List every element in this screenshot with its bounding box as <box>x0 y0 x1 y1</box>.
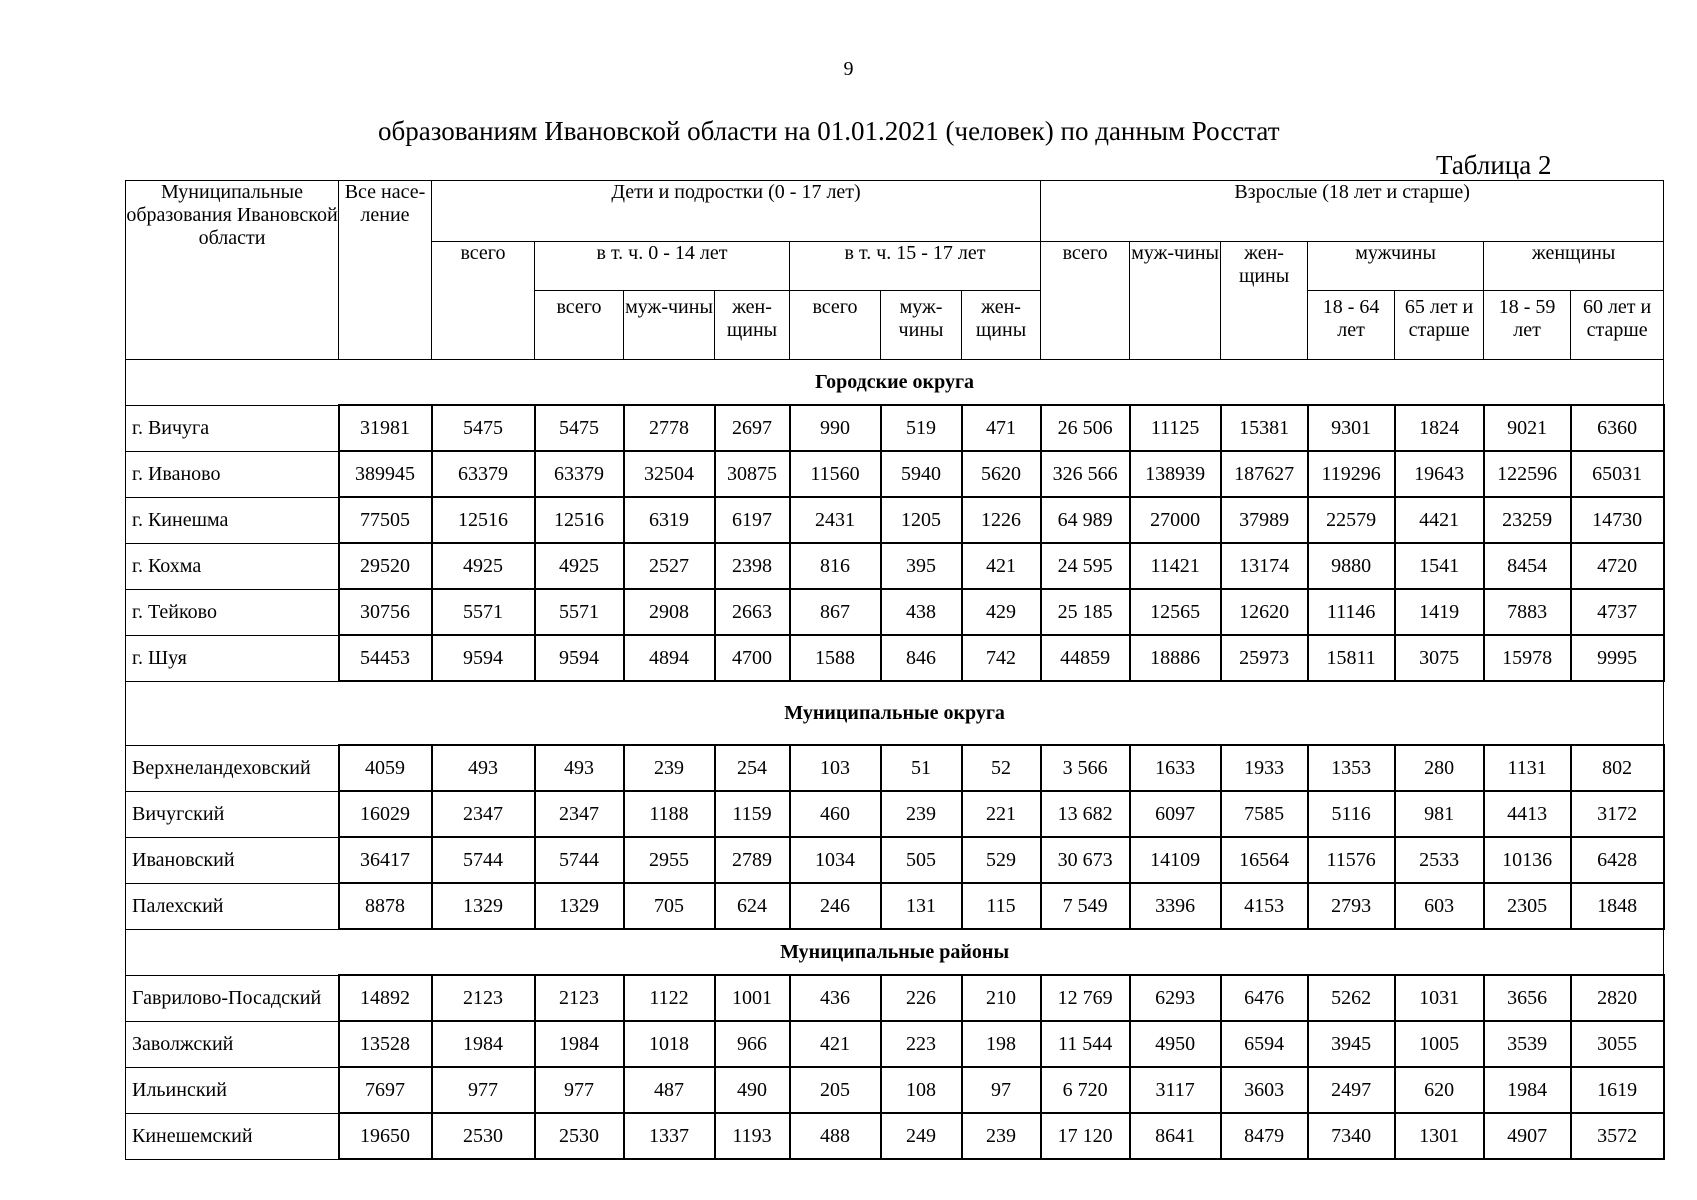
value-cell: 488 <box>790 1113 881 1159</box>
table-row <box>126 883 1664 929</box>
value-cell: 205 <box>790 1067 881 1113</box>
value-cell: 37989 <box>1221 497 1308 543</box>
value-cell: 1188 <box>624 791 715 837</box>
value-cell: 210 <box>962 975 1041 1021</box>
value-cell: 1193 <box>715 1113 790 1159</box>
header-men-65-plus: 65 лет и старше <box>1395 291 1484 360</box>
value-cell: 981 <box>1395 791 1484 837</box>
header-children-total: всего <box>432 242 535 360</box>
value-cell: 239 <box>624 745 715 791</box>
value-cell: 1329 <box>432 883 535 929</box>
value-cell: 16564 <box>1221 837 1308 883</box>
value-cell: 2347 <box>535 791 624 837</box>
value-cell: 2533 <box>1395 837 1484 883</box>
value-cell: 25 185 <box>1041 589 1130 635</box>
value-cell: 705 <box>624 883 715 929</box>
value-cell: 460 <box>790 791 881 837</box>
value-cell: 493 <box>432 745 535 791</box>
value-cell: 13528 <box>339 1021 432 1067</box>
section-header-row <box>126 681 1664 745</box>
document-title: образованиям Ивановской области на 01.01.2021 (человек) по данным Росстат <box>378 116 1280 146</box>
header-adults-women: жен-щины <box>1221 242 1308 360</box>
value-cell: 5744 <box>535 837 624 883</box>
value-cell: 2663 <box>715 589 790 635</box>
value-cell: 3 566 <box>1041 745 1130 791</box>
header-women-group: женщины <box>1484 242 1664 291</box>
header-municipality: Муниципальные образования Ивановской области <box>126 181 339 360</box>
value-cell: 3172 <box>1571 791 1664 837</box>
value-cell: 6293 <box>1130 975 1221 1021</box>
header-total-population: Все насе-ление <box>339 181 432 360</box>
municipality-name-cell: Гаврилово-Посадский <box>126 975 339 1021</box>
table-row <box>126 589 1664 635</box>
value-cell: 7585 <box>1221 791 1308 837</box>
value-cell: 1337 <box>624 1113 715 1159</box>
value-cell: 742 <box>962 635 1041 681</box>
value-cell: 4700 <box>715 635 790 681</box>
header-women-60-plus: 60 лет и старше <box>1571 291 1664 360</box>
value-cell: 620 <box>1395 1067 1484 1113</box>
header-age-0-14: в т. ч. 0 - 14 лет <box>535 242 790 291</box>
value-cell: 493 <box>535 745 624 791</box>
value-cell: 1419 <box>1395 589 1484 635</box>
value-cell: 115 <box>962 883 1041 929</box>
value-cell: 15811 <box>1308 635 1395 681</box>
value-cell: 1824 <box>1395 405 1484 451</box>
value-cell: 239 <box>881 791 962 837</box>
table-row <box>126 497 1664 543</box>
table-row <box>126 745 1664 791</box>
value-cell: 11576 <box>1308 837 1395 883</box>
value-cell: 1005 <box>1395 1021 1484 1067</box>
value-cell: 108 <box>881 1067 962 1113</box>
value-cell: 64 989 <box>1041 497 1130 543</box>
value-cell: 51 <box>881 745 962 791</box>
value-cell: 2789 <box>715 837 790 883</box>
value-cell: 2955 <box>624 837 715 883</box>
value-cell: 63379 <box>432 451 535 497</box>
section-header-row <box>126 360 1664 406</box>
value-cell: 187627 <box>1221 451 1308 497</box>
value-cell: 9594 <box>535 635 624 681</box>
value-cell: 4925 <box>535 543 624 589</box>
value-cell: 1018 <box>624 1021 715 1067</box>
value-cell: 3945 <box>1308 1021 1395 1067</box>
value-cell: 2820 <box>1571 975 1664 1021</box>
value-cell: 12516 <box>535 497 624 543</box>
value-cell: 26 506 <box>1041 405 1130 451</box>
table-row <box>126 405 1664 451</box>
value-cell: 9301 <box>1308 405 1395 451</box>
value-cell: 36417 <box>339 837 432 883</box>
value-cell: 1131 <box>1484 745 1571 791</box>
value-cell: 6 720 <box>1041 1067 1130 1113</box>
municipality-name-cell: Ивановский <box>126 837 339 883</box>
value-cell: 1933 <box>1221 745 1308 791</box>
value-cell: 9880 <box>1308 543 1395 589</box>
value-cell: 15381 <box>1221 405 1308 451</box>
value-cell: 966 <box>715 1021 790 1067</box>
value-cell: 1848 <box>1571 883 1664 929</box>
municipality-name-cell: Вичугский <box>126 791 339 837</box>
value-cell: 7883 <box>1484 589 1571 635</box>
value-cell: 603 <box>1395 883 1484 929</box>
value-cell: 2908 <box>624 589 715 635</box>
value-cell: 13174 <box>1221 543 1308 589</box>
value-cell: 1588 <box>790 635 881 681</box>
value-cell: 14109 <box>1130 837 1221 883</box>
value-cell: 221 <box>962 791 1041 837</box>
value-cell: 280 <box>1395 745 1484 791</box>
value-cell: 8454 <box>1484 543 1571 589</box>
header-men-18-64: 18 - 64 лет <box>1308 291 1395 360</box>
municipality-name-cell: Заволжский <box>126 1021 339 1067</box>
value-cell: 1329 <box>535 883 624 929</box>
value-cell: 6319 <box>624 497 715 543</box>
value-cell: 23259 <box>1484 497 1571 543</box>
value-cell: 5262 <box>1308 975 1395 1021</box>
value-cell: 12516 <box>432 497 535 543</box>
value-cell: 326 566 <box>1041 451 1130 497</box>
value-cell: 5475 <box>535 405 624 451</box>
value-cell: 3539 <box>1484 1021 1571 1067</box>
value-cell: 487 <box>624 1067 715 1113</box>
value-cell: 19643 <box>1395 451 1484 497</box>
value-cell: 471 <box>962 405 1041 451</box>
header-15-17-men: муж-чины <box>881 291 962 360</box>
value-cell: 14730 <box>1571 497 1664 543</box>
municipality-name-cell: г. Тейково <box>126 589 339 635</box>
municipality-name-cell: Ильинский <box>126 1067 339 1113</box>
value-cell: 27000 <box>1130 497 1221 543</box>
value-cell: 7697 <box>339 1067 432 1113</box>
section-title: Муниципальные округа <box>126 681 1664 745</box>
value-cell: 10136 <box>1484 837 1571 883</box>
value-cell: 2530 <box>432 1113 535 1159</box>
header-0-14-men: муж-чины <box>624 291 715 360</box>
value-cell: 4421 <box>1395 497 1484 543</box>
value-cell: 429 <box>962 589 1041 635</box>
value-cell: 2527 <box>624 543 715 589</box>
value-cell: 977 <box>535 1067 624 1113</box>
table-row <box>126 1067 1664 1113</box>
value-cell: 11 544 <box>1041 1021 1130 1067</box>
value-cell: 4720 <box>1571 543 1664 589</box>
value-cell: 505 <box>881 837 962 883</box>
municipality-name-cell: Палехский <box>126 883 339 929</box>
value-cell: 2793 <box>1308 883 1395 929</box>
page-number: 9 <box>843 58 854 80</box>
value-cell: 3396 <box>1130 883 1221 929</box>
value-cell: 54453 <box>339 635 432 681</box>
value-cell: 122596 <box>1484 451 1571 497</box>
header-0-14-total: всего <box>535 291 624 360</box>
value-cell: 52 <box>962 745 1041 791</box>
value-cell: 9021 <box>1484 405 1571 451</box>
header-adults-group: Взрослые (18 лет и старше) <box>1041 181 1664 242</box>
table-row <box>126 1021 1664 1067</box>
value-cell: 8641 <box>1130 1113 1221 1159</box>
value-cell: 22579 <box>1308 497 1395 543</box>
value-cell: 25973 <box>1221 635 1308 681</box>
value-cell: 2431 <box>790 497 881 543</box>
value-cell: 65031 <box>1571 451 1664 497</box>
value-cell: 1353 <box>1308 745 1395 791</box>
value-cell: 11560 <box>790 451 881 497</box>
value-cell: 246 <box>790 883 881 929</box>
value-cell: 1301 <box>1395 1113 1484 1159</box>
section-title: Городские округа <box>126 360 1664 406</box>
value-cell: 1619 <box>1571 1067 1664 1113</box>
value-cell: 2497 <box>1308 1067 1395 1113</box>
header-age-15-17: в т. ч. 15 - 17 лет <box>790 242 1041 291</box>
value-cell: 77505 <box>339 497 432 543</box>
value-cell: 990 <box>790 405 881 451</box>
population-table <box>125 180 1665 1160</box>
value-cell: 395 <box>881 543 962 589</box>
value-cell: 3603 <box>1221 1067 1308 1113</box>
value-cell: 119296 <box>1308 451 1395 497</box>
value-cell: 8878 <box>339 883 432 929</box>
value-cell: 5116 <box>1308 791 1395 837</box>
municipality-name-cell: г. Вичуга <box>126 405 339 451</box>
value-cell: 9594 <box>432 635 535 681</box>
value-cell: 2778 <box>624 405 715 451</box>
value-cell: 11421 <box>1130 543 1221 589</box>
value-cell: 138939 <box>1130 451 1221 497</box>
municipality-name-cell: Верхнеландеховский <box>126 745 339 791</box>
value-cell: 4894 <box>624 635 715 681</box>
value-cell: 3572 <box>1571 1113 1664 1159</box>
header-15-17-women: жен-щины <box>962 291 1041 360</box>
value-cell: 97 <box>962 1067 1041 1113</box>
table-row <box>126 543 1664 589</box>
value-cell: 30 673 <box>1041 837 1130 883</box>
header-adults-men: муж-чины <box>1130 242 1221 360</box>
value-cell: 421 <box>790 1021 881 1067</box>
section-title: Муниципальные районы <box>126 929 1664 975</box>
value-cell: 5620 <box>962 451 1041 497</box>
value-cell: 2398 <box>715 543 790 589</box>
section-header-row <box>126 929 1664 975</box>
value-cell: 19650 <box>339 1113 432 1159</box>
value-cell: 7340 <box>1308 1113 1395 1159</box>
value-cell: 2305 <box>1484 883 1571 929</box>
value-cell: 4925 <box>432 543 535 589</box>
value-cell: 3075 <box>1395 635 1484 681</box>
value-cell: 4413 <box>1484 791 1571 837</box>
table-row <box>126 451 1664 497</box>
header-adults-total: всего <box>1041 242 1130 360</box>
municipality-name-cell: Кинешемский <box>126 1113 339 1159</box>
value-cell: 4737 <box>1571 589 1664 635</box>
value-cell: 5940 <box>881 451 962 497</box>
value-cell: 1034 <box>790 837 881 883</box>
value-cell: 4059 <box>339 745 432 791</box>
value-cell: 13 682 <box>1041 791 1130 837</box>
value-cell: 11125 <box>1130 405 1221 451</box>
value-cell: 867 <box>790 589 881 635</box>
value-cell: 29520 <box>339 543 432 589</box>
municipality-name-cell: г. Кинешма <box>126 497 339 543</box>
value-cell: 816 <box>790 543 881 589</box>
value-cell: 9995 <box>1571 635 1664 681</box>
value-cell: 63379 <box>535 451 624 497</box>
value-cell: 6594 <box>1221 1021 1308 1067</box>
value-cell: 1205 <box>881 497 962 543</box>
header-men-group: мужчины <box>1308 242 1484 291</box>
value-cell: 239 <box>962 1113 1041 1159</box>
value-cell: 7 549 <box>1041 883 1130 929</box>
value-cell: 30756 <box>339 589 432 635</box>
value-cell: 5744 <box>432 837 535 883</box>
value-cell: 131 <box>881 883 962 929</box>
value-cell: 1031 <box>1395 975 1484 1021</box>
value-cell: 1541 <box>1395 543 1484 589</box>
municipality-name-cell: г. Кохма <box>126 543 339 589</box>
value-cell: 11146 <box>1308 589 1395 635</box>
value-cell: 1001 <box>715 975 790 1021</box>
value-cell: 30875 <box>715 451 790 497</box>
value-cell: 14892 <box>339 975 432 1021</box>
value-cell: 438 <box>881 589 962 635</box>
value-cell: 16029 <box>339 791 432 837</box>
value-cell: 15978 <box>1484 635 1571 681</box>
value-cell: 6097 <box>1130 791 1221 837</box>
value-cell: 31981 <box>339 405 432 451</box>
value-cell: 977 <box>432 1067 535 1113</box>
value-cell: 846 <box>881 635 962 681</box>
value-cell: 1226 <box>962 497 1041 543</box>
value-cell: 1122 <box>624 975 715 1021</box>
header-0-14-women: жен-щины <box>715 291 790 360</box>
value-cell: 421 <box>962 543 1041 589</box>
value-cell: 44859 <box>1041 635 1130 681</box>
value-cell: 4153 <box>1221 883 1308 929</box>
value-cell: 4907 <box>1484 1113 1571 1159</box>
header-women-18-59: 18 - 59 лет <box>1484 291 1571 360</box>
value-cell: 223 <box>881 1021 962 1067</box>
value-cell: 17 120 <box>1041 1113 1130 1159</box>
value-cell: 1984 <box>535 1021 624 1067</box>
value-cell: 1633 <box>1130 745 1221 791</box>
value-cell: 624 <box>715 883 790 929</box>
table-label: Таблица 2 <box>1436 150 1552 180</box>
value-cell: 1984 <box>432 1021 535 1067</box>
value-cell: 226 <box>881 975 962 1021</box>
value-cell: 519 <box>881 405 962 451</box>
table-row <box>126 791 1664 837</box>
value-cell: 12 769 <box>1041 975 1130 1021</box>
value-cell: 254 <box>715 745 790 791</box>
value-cell: 490 <box>715 1067 790 1113</box>
value-cell: 5475 <box>432 405 535 451</box>
value-cell: 6197 <box>715 497 790 543</box>
header-15-17-total: всего <box>790 291 881 360</box>
value-cell: 5571 <box>432 589 535 635</box>
value-cell: 802 <box>1571 745 1664 791</box>
municipality-name-cell: г. Шуя <box>126 635 339 681</box>
municipality-name-cell: г. Иваново <box>126 451 339 497</box>
value-cell: 2530 <box>535 1113 624 1159</box>
value-cell: 5571 <box>535 589 624 635</box>
value-cell: 1159 <box>715 791 790 837</box>
value-cell: 249 <box>881 1113 962 1159</box>
value-cell: 3055 <box>1571 1021 1664 1067</box>
table-row <box>126 1113 1664 1159</box>
value-cell: 32504 <box>624 451 715 497</box>
table-body <box>126 360 1664 1160</box>
value-cell: 6428 <box>1571 837 1664 883</box>
value-cell: 1984 <box>1484 1067 1571 1113</box>
value-cell: 3117 <box>1130 1067 1221 1113</box>
value-cell: 6360 <box>1571 405 1664 451</box>
value-cell: 18886 <box>1130 635 1221 681</box>
value-cell: 2123 <box>535 975 624 1021</box>
value-cell: 6476 <box>1221 975 1308 1021</box>
value-cell: 103 <box>790 745 881 791</box>
value-cell: 3656 <box>1484 975 1571 1021</box>
table-row <box>126 975 1664 1021</box>
value-cell: 389945 <box>339 451 432 497</box>
table-row <box>126 635 1664 681</box>
value-cell: 436 <box>790 975 881 1021</box>
value-cell: 2123 <box>432 975 535 1021</box>
value-cell: 12565 <box>1130 589 1221 635</box>
value-cell: 2697 <box>715 405 790 451</box>
header-children-group: Дети и подростки (0 - 17 лет) <box>432 181 1041 242</box>
value-cell: 529 <box>962 837 1041 883</box>
value-cell: 12620 <box>1221 589 1308 635</box>
table-row <box>126 837 1664 883</box>
value-cell: 2347 <box>432 791 535 837</box>
value-cell: 198 <box>962 1021 1041 1067</box>
value-cell: 24 595 <box>1041 543 1130 589</box>
value-cell: 4950 <box>1130 1021 1221 1067</box>
value-cell: 8479 <box>1221 1113 1308 1159</box>
